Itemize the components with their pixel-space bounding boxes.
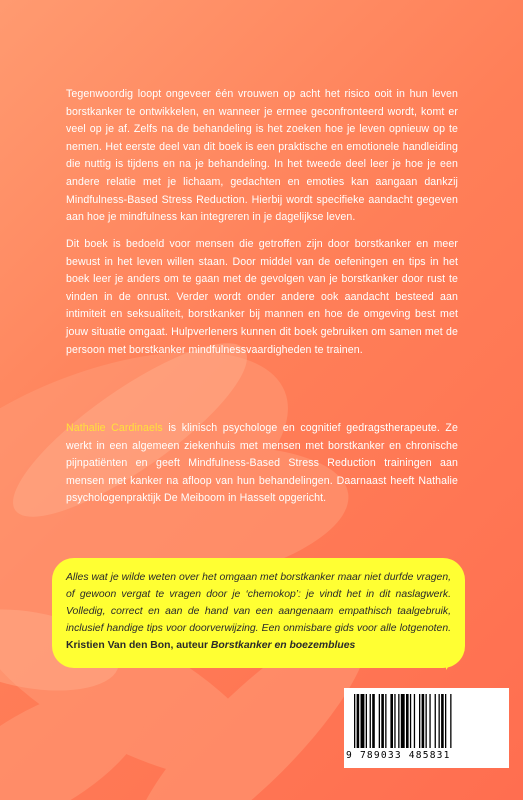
barcode-bars	[350, 694, 503, 750]
author-bio	[66, 420, 458, 508]
quote-body: Alles wat je wilde weten over het omgaan met borstkanker maar niet durfde vragen, of gewoon vergat te vragen door je ‘chemokop’: je vindt het in dit naslagwerk. Volledig, correct en aan de hand van een aangenaam empathisch taalgebruik, inclusief handige tips voor doorverwijzing. Een onmisbare gids voor alle lotgenoten.	[66, 572, 451, 634]
barcode-digits: 9 789033 485831	[346, 750, 451, 761]
barcode	[344, 688, 509, 768]
author-name: Nathalie Cardinaels	[66, 422, 163, 434]
author-bio-text: is klinisch psychologe en cognitief gedragstherapeute. Ze werkt in een algemeen ziekenhuis met mensen met borstkanker en chronische pijnpatiënten en geeft Mindfulness-Based Stress Reduction trainingen aan mensen met kanker na afloop van hun behandelingen. Daarnaast heeft Nathalie psychologenpraktijk De Meiboom in Hasselt opgericht.	[66, 422, 458, 505]
quote-text	[66, 569, 451, 654]
quote-attribution: Kristien Van den Bon, auteur	[66, 640, 211, 651]
description-paragraph-2: Dit boek is bedoeld voor mensen die getroffen zijn door borstkanker en meer bewust in het leven willen staan. Door middel van de oefeningen en tips in het boek leer je anders om te gaan met de gevolgen van je borstkanker door rust te vinden in de onrust. Verder wordt onder andere ook aandacht besteed aan intimiteit en seksualiteit, borstkanker bij mannen en hoe de omgeving best met jouw situatie omgaat. Hulpverleners kunnen dit boek gebruiken om samen met de persoon met borstkanker mindfulnessvaardigheden te trainen.	[66, 238, 458, 356]
quote-attribution-title: Borstkanker en boezemblues	[210, 640, 356, 651]
description-paragraph-1: Tegenwoordig loopt ongeveer één vrouwen op acht het risico ooit in hun leven borstkanker te ontwikkelen, en wanneer je ermee geconfronteerd wordt, komt er veel op je af. Zelfs na de behandeling is het zoeken hoe je leven opnieuw op te nemen. Het eerste deel van dit boek is een praktische en emotionele handleiding die nuttig is tijdens en na je behandeling. In het tweede deel leer je hoe je een andere relatie met je lichaam, gedachten en emoties kan aangaan dankzij Mindfulness-Based Stress Reduction. Hierbij wordt specifieke aandacht gegeven aan hoe je mindfulness kan integreren in je dagelijkse leven.	[66, 88, 458, 224]
quote-bubble-tail	[446, 648, 462, 670]
quote-bubble	[52, 558, 465, 668]
